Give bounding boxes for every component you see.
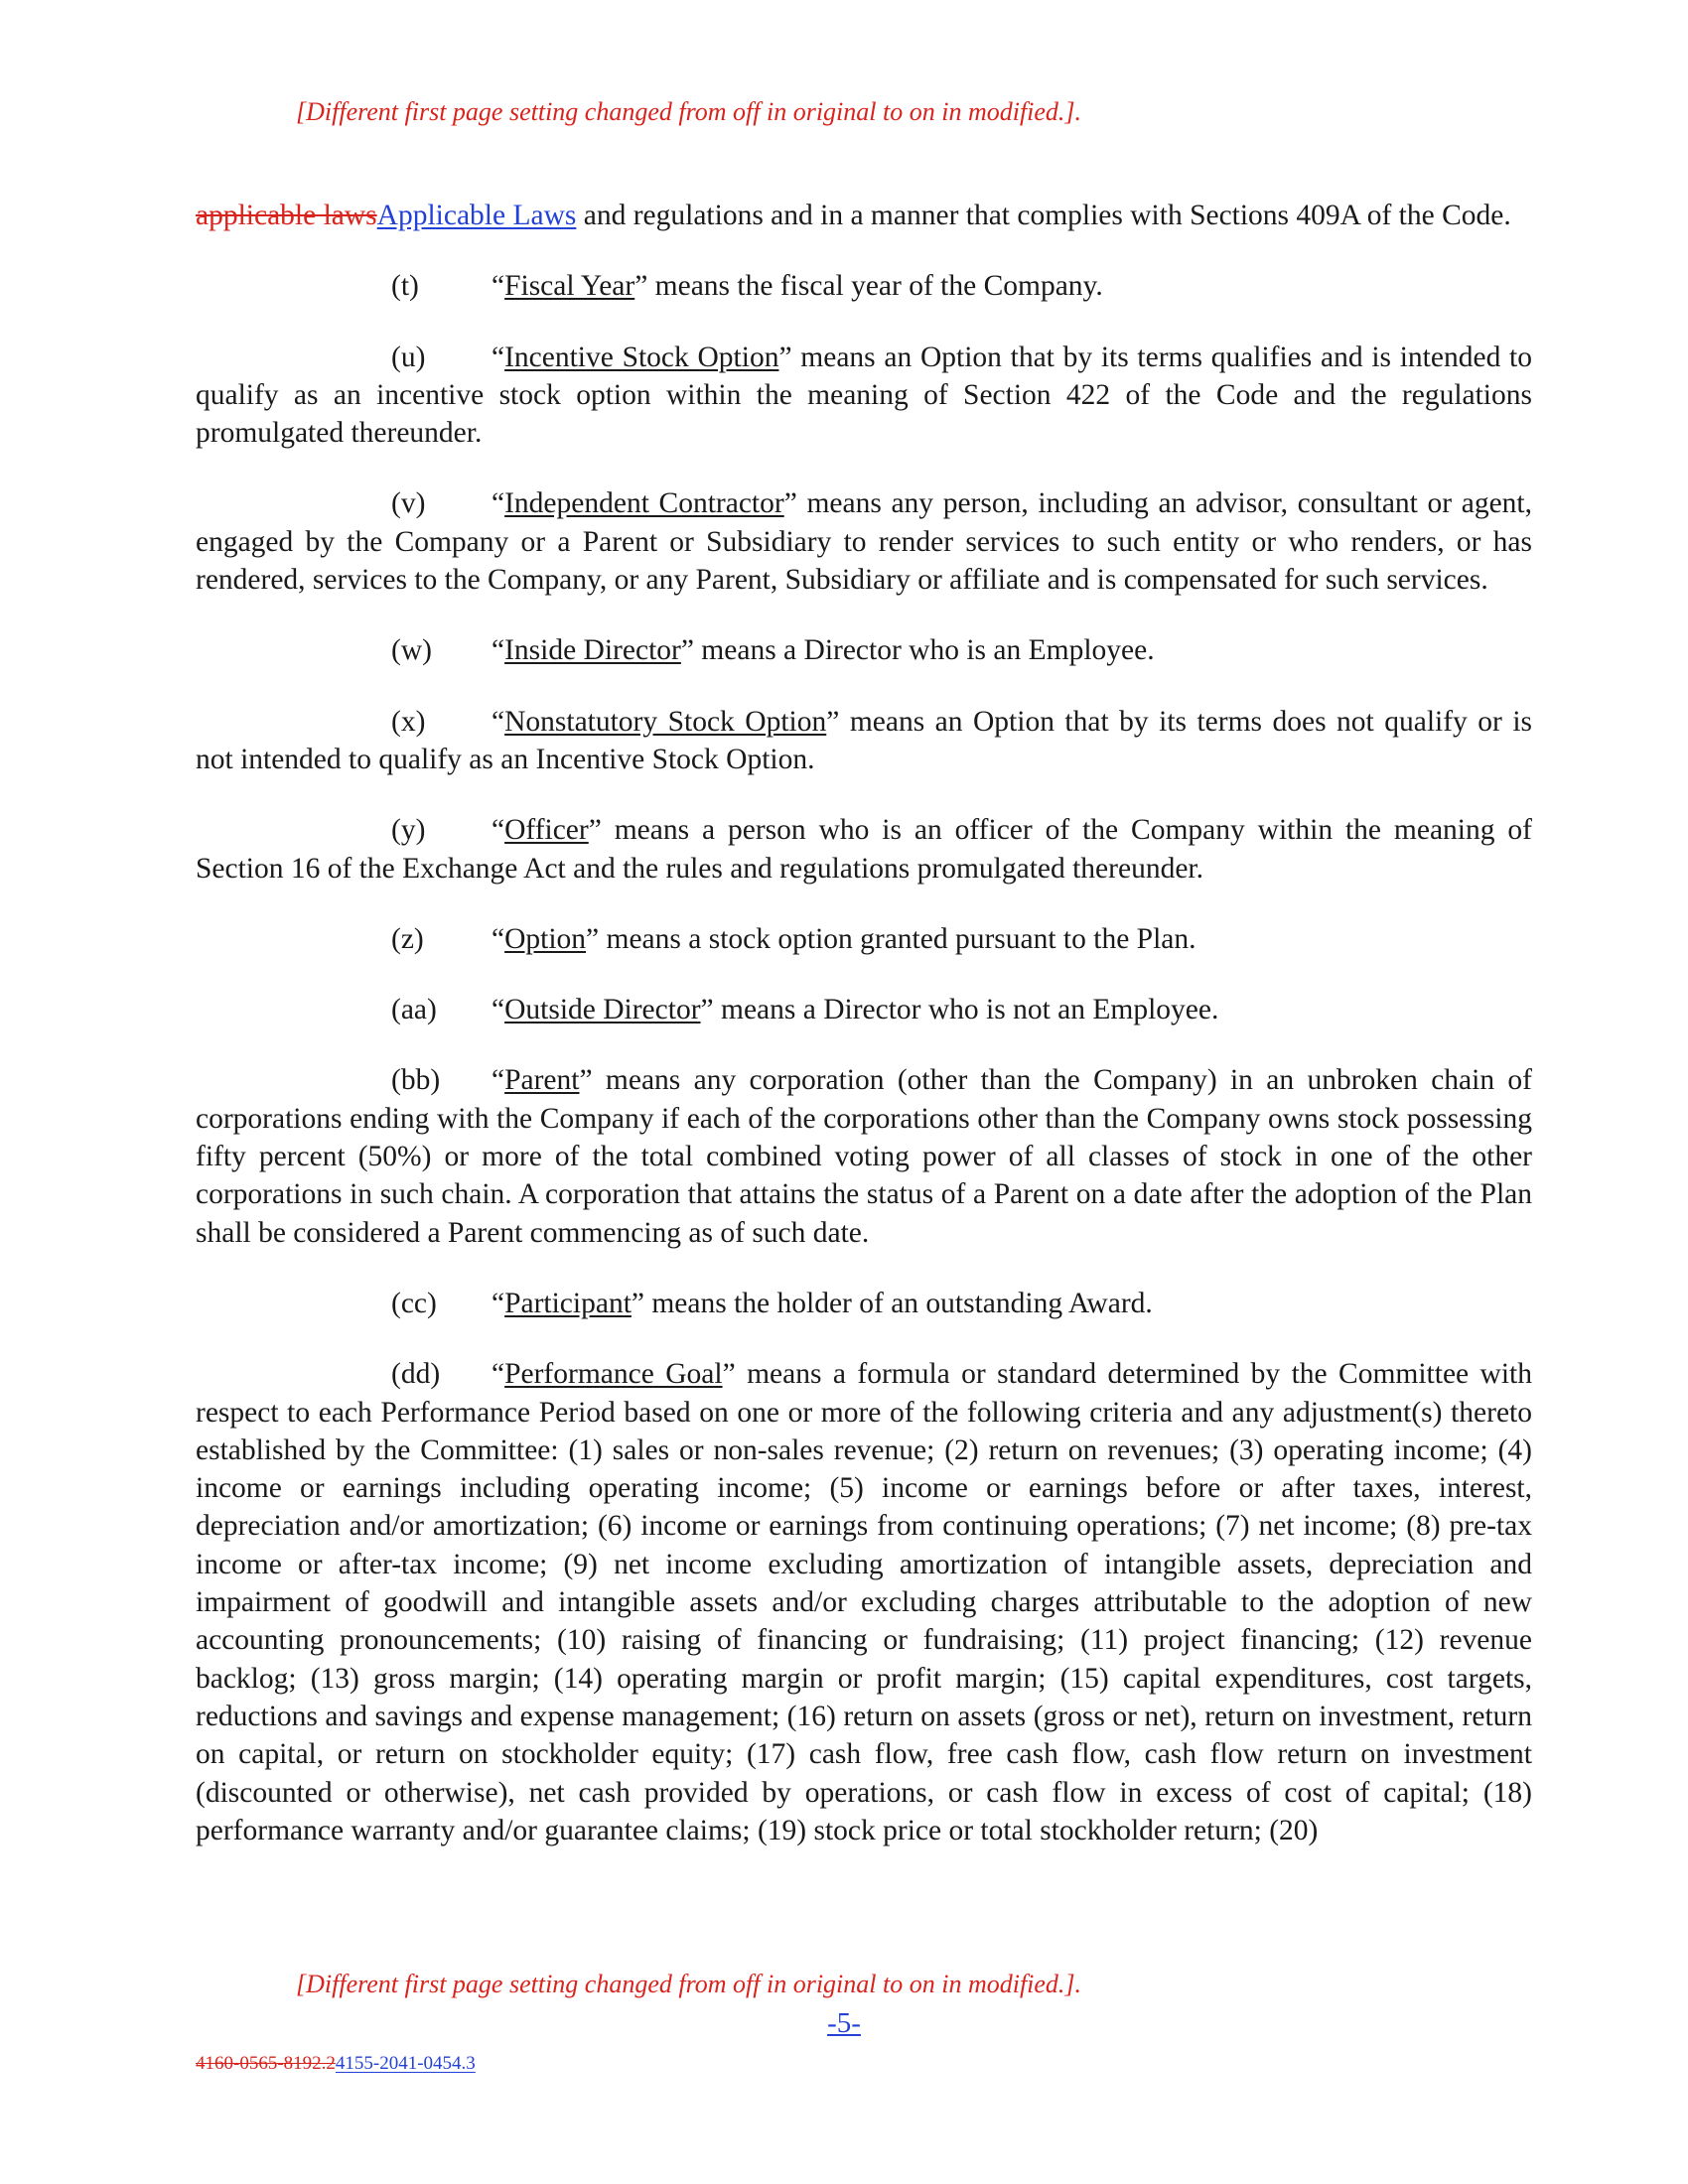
footer-change-note: [Different first page setting changed from off in original to on in modified.].: [296, 1970, 1082, 1998]
definition-text: ” means the fiscal year of the Company.: [634, 270, 1103, 303]
defined-term: Parent: [504, 1064, 580, 1097]
continuation-paragraph: [196, 197, 1532, 234]
definition-v: (v) “Independent Contractor” means any person, including an advisor, consultant or agent, engaged by the Company or a Parent or Subsidiary to render services to such entity or who renders, or has rendered, services to the Company, or any Parent, Subsidiary or affiliate and is compensated for such services.: [196, 484, 1532, 599]
continuation-text: and regulations and in a manner that complies with Sections 409A of the Code.: [576, 200, 1511, 231]
inserted-link[interactable]: Applicable Laws: [376, 200, 577, 231]
definition-label: (dd): [391, 1358, 441, 1391]
defined-term: Nonstatutory Stock Option: [504, 705, 827, 738]
defined-term: Independent Contractor: [504, 487, 784, 520]
definition-t: (t) “Fiscal Year” means the fiscal year of the Company.: [196, 267, 1532, 305]
definition-label: (t): [391, 270, 419, 303]
defined-term: Officer: [504, 814, 589, 847]
page-number: -5-: [827, 2007, 861, 2039]
document-id: [196, 2053, 476, 2075]
definition-text: ” means any corporation (other than the Company) in an unbroken chain of corporations ending with the Company if each of the corporations other than the Company owns stock possessing fifty percent (50%) or more of the total combined voting power of all classes of stock in one of the other corporations in such chain. A corporation that attains the status of a Parent on a date after the adoption of the Plan shall be considered a Parent commencing as of such date.: [196, 1064, 1532, 1249]
definition-label: (z): [391, 922, 424, 955]
definition-text: ” means a Director who is an Employee.: [680, 634, 1155, 667]
definition-label: (bb): [391, 1064, 441, 1097]
header-change-note: [Different first page setting changed from off in original to on in modified.].: [296, 97, 1082, 126]
definition-label: (x): [391, 705, 426, 738]
defined-term: Outside Director: [504, 994, 701, 1026]
definition-text: ” means an Option that by its terms qualifies and is intended to qualify as an incentive stock option within the meaning of Section 422 of the Code and the regulations promulgated thereunder.: [196, 341, 1532, 450]
definition-aa: (aa) “Outside Director” means a Director who is not an Employee.: [196, 991, 1532, 1028]
definition-label: (y): [391, 814, 426, 847]
document-body: [196, 197, 1532, 1882]
defined-term: Inside Director: [504, 634, 681, 667]
definition-z: (z) “Option” means a stock option granted pursuant to the Plan.: [196, 920, 1532, 958]
definition-label: (u): [391, 341, 426, 373]
definition-text: ” means a person who is an officer of the Company within the meaning of Section 16 of the Exchange Act and the rules and regulations promulgated thereunder.: [196, 814, 1532, 885]
definition-text: ” means a Director who is not an Employee.: [700, 994, 1219, 1026]
definition-text: ” means a formula or standard determined by the Committee with respect to each Performance Period based on one or more of the following criteria and any adjustment(s) thereto established by the Committee: (1) sales or non-sales revenue; (2) return on revenues; (3) operating income; (4) income or earnings including operating income; (5) income or earnings before or after taxes, interest, depreciation and/or amortization; (6) income or earnings from continuing operations; (7) net income; (8) pre-tax income or after-tax income; (9) net income excluding amortization of intangible assets, depreciation and impairment of goodwill and intangible assets and/or excluding charges attributable to the adoption of new accounting pronouncements; (10) raising of financing or fundraising; (11) project financing; (12) revenue backlog; (13) gross margin; (14) operating margin or profit margin; (15) capital expenditures, cost targets, reductions and savings and expense management; (16) return on assets (gross or net), return on investment, return on capital, or return on stockholder equity; (17) cash flow, free cash flow, cash flow return on investment (discounted or otherwise), net cash provided by operations, or cash flow in excess of cost of capital; (18) performance warranty and/or guarantee claims; (19) stock price or total stockholder return; (20): [196, 1358, 1532, 1846]
definition-label: (v): [391, 487, 426, 520]
defined-term: Fiscal Year: [504, 270, 635, 303]
inserted-doc-id[interactable]: 4155-2041-0454.3: [335, 2053, 476, 2074]
definition-bb: (bb) “Parent” means any corporation (other than the Company) in an unbroken chain of corporations ending with the Company if each of the corporations other than the Company owns stock possessing fifty percent (50%) or more of the total combined voting power of all classes of stock in one of the other corporations in such chain. A corporation that attains the status of a Parent on a date after the adoption of the Plan shall be considered a Parent commencing as of such date.: [196, 1061, 1532, 1251]
defined-term: Incentive Stock Option: [504, 341, 779, 373]
deleted-doc-id: 4160-0565-8192.2: [196, 2053, 336, 2074]
definition-text: ” means the holder of an outstanding Award.: [631, 1287, 1153, 1319]
definition-label: (cc): [391, 1287, 437, 1319]
defined-term: Performance Goal: [504, 1358, 723, 1391]
definition-text: ” means an Option that by its terms does not qualify or is not intended to qualify as an Incentive Stock Option.: [196, 705, 1532, 775]
defined-term: Option: [504, 922, 587, 955]
defined-term: Participant: [504, 1287, 632, 1319]
definition-text: ” means any person, including an advisor, consultant or agent, engaged by the Company or a Parent or Subsidiary to render services to such entity or who renders, or has rendered, services to the Company, or any Parent, Subsidiary or affiliate and is compensated for such services.: [196, 487, 1532, 597]
definition-y: (y) “Officer” means a person who is an officer of the Company within the meaning of Section 16 of the Exchange Act and the rules and regulations promulgated thereunder.: [196, 811, 1532, 887]
definition-u: (u) “Incentive Stock Option” means an Option that by its terms qualifies and is intended to qualify as an incentive stock option within the meaning of Section 422 of the Code and the regulations promulgated thereunder.: [196, 339, 1532, 453]
definition-dd: (dd) “Performance Goal” means a formula or standard determined by the Committee with respect to each Performance Period based on one or more of the following criteria and any adjustment(s) thereto established by the Committee: (1) sales or non-sales revenue; (2) return on revenues; (3) operating income; (4) income or earnings including operating income; (5) income or earnings before or after taxes, interest, depreciation and/or amortization; (6) income or earnings from continuing operations; (7) net income; (8) pre-tax income or after-tax income; (9) net income excluding amortization of intangible assets, depreciation and impairment of goodwill and intangible assets and/or excluding charges attributable to the adoption of new accounting pronouncements; (10) raising of financing or fundraising; (11) project financing; (12) revenue backlog; (13) gross margin; (14) operating margin or profit margin; (15) capital expenditures, cost targets, reductions and savings and expense management; (16) return on assets (gross or net), return on investment, return on capital, or return on stockholder equity; (17) cash flow, free cash flow, cash flow return on investment (discounted or otherwise), net cash provided by operations, or cash flow in excess of cost of capital; (18) performance warranty and/or guarantee claims; (19) stock price or total stockholder return; (20): [196, 1355, 1532, 1849]
definition-cc: (cc) “Participant” means the holder of an outstanding Award.: [196, 1285, 1532, 1322]
deleted-text: applicable laws: [196, 200, 377, 231]
definition-label: (aa): [391, 994, 437, 1026]
definition-text: ” means a stock option granted pursuant to the Plan.: [586, 922, 1196, 955]
definition-w: (w) “Inside Director” means a Director who is an Employee.: [196, 631, 1532, 669]
definition-label: (w): [391, 634, 432, 667]
definition-x: (x) “Nonstatutory Stock Option” means an Option that by its terms does not qualify or is not intended to qualify as an Incentive Stock Option.: [196, 703, 1532, 779]
